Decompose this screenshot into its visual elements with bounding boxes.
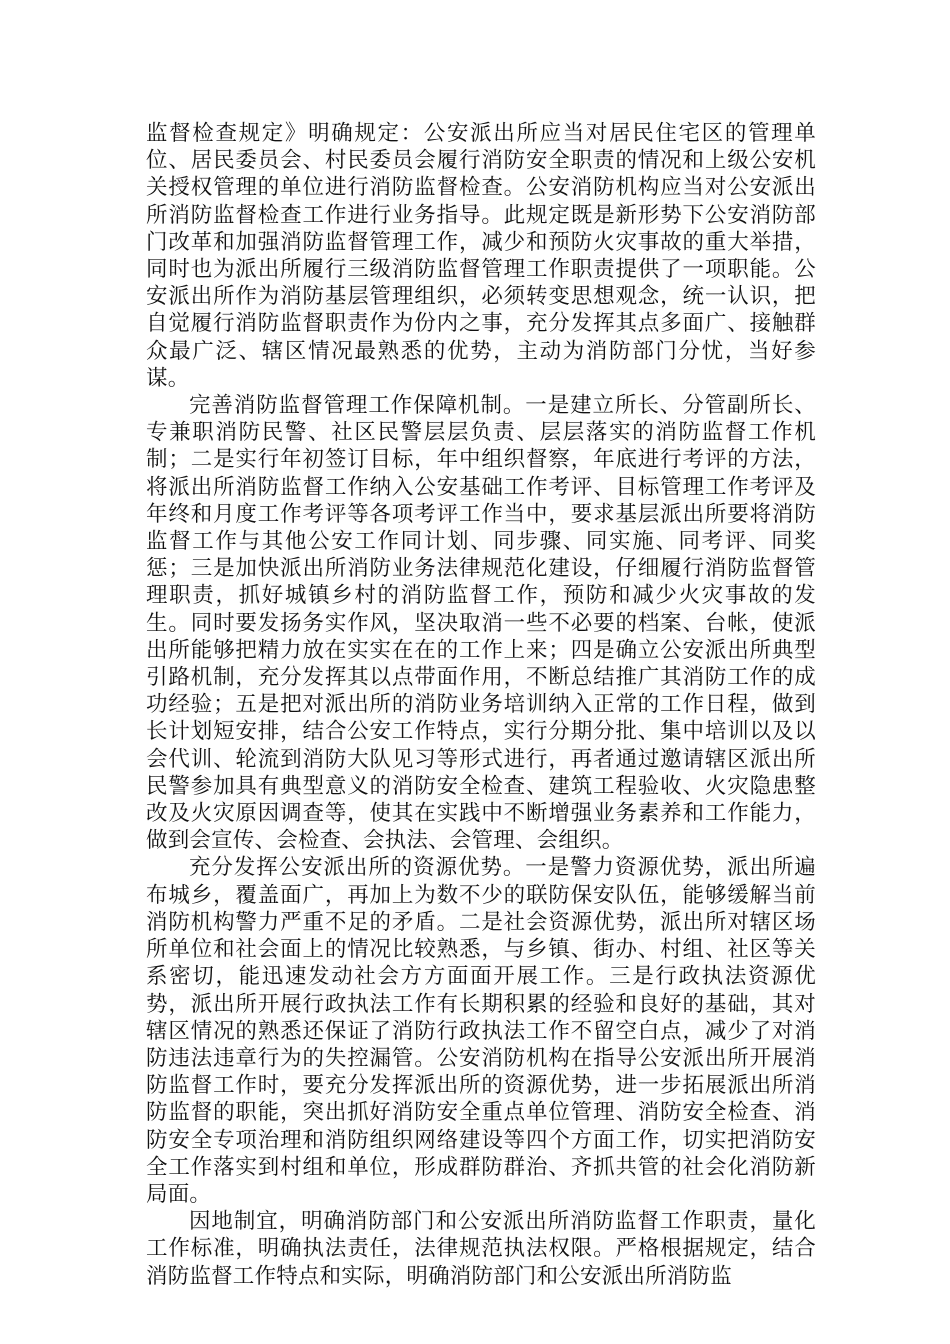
paragraph-2: 完善消防监督管理工作保障机制。一是建立所长、分管副所长、专兼职消防民警、社区民警层层负责、层层落实的消防监督工作机制；二是实行年初签订目标，年中组织督察，年底进行考评的方法，将派出所消防监督工作纳入公安基础工作考评、目标管理工作考评及年终和月度工作考评等各项考评工作当中，要求基层派出所要将消防监督工作与其他公安工作同计划、同步骤、同实施、同考评、同奖惩；三是加快派出所消防业务法律规范化建设，仔细履行消防监督管理职责，抓好城镇乡村的消防监督工作，预防和减少火灾事故的发生。同时要发扬务实作风，坚决取消一些不必要的档案、台帐，使派出所能够把精力放在实实在在的工作上来；四是确立公安派出所典型引路机制，充分发挥其以点带面作用，不断总结推广其消防工作的成功经验；五是把对派出所的消防业务培训纳入正常的工作日程，做到长计划短安排，结合公安工作特点，实行分期分批、集中培训以及以会代训、轮流到消防大队见习等形式进行，再者通过邀请辖区派出所民警参加具有典型意义的消防安全检查、建筑工程验收、火灾隐患整改及火灾原因调查等，使其在实践中不断增强业务素养和工作能力，做到会宣传、会检查、会执法、会管理、会组织。 <box>146 393 816 854</box>
document-body <box>146 120 816 1290</box>
paragraph-4: 因地制宜，明确消防部门和公安派出所消防监督工作职责，量化工作标准，明确执法责任，法律规范执法权限。严格根据规定，结合消防监督工作特点和实际，明确消防部门和公安派出所消防监 <box>146 1209 816 1289</box>
paragraph-3: 充分发挥公安派出所的资源优势。一是警力资源优势，派出所遍布城乡，覆盖面广，再加上为数不少的联防保安队伍，能够缓解当前消防机构警力严重不足的矛盾。二是社会资源优势，派出所对辖区场所单位和社会面上的情况比较熟悉，与乡镇、街办、村组、社区等关系密切，能迅速发动社会方方面面开展工作。三是行政执法资源优势，派出所开展行政执法工作有长期积累的经验和良好的基础，其对辖区情况的熟悉还保证了消防行政执法工作不留空白点，减少了对消防违法违章行为的失控漏管。公安消防机构在指导公安派出所开展消防监督工作时，要充分发挥派出所的资源优势，进一步拓展派出所消防监督的职能，突出抓好消防安全重点单位管理、消防安全检查、消防安全专项治理和消防组织网络建设等四个方面工作，切实把消防安全工作落实到村组和单位，形成群防群治、齐抓共管的社会化消防新局面。 <box>146 855 816 1207</box>
paragraph-1: 监督检查规定》明确规定：公安派出所应当对居民住宅区的管理单位、居民委员会、村民委员会履行消防安全职责的情况和上级公安机关授权管理的单位进行消防监督检查。公安消防机构应当对公安派出所消防监督检查工作进行业务指导。此规定既是新形势下公安消防部门改革和加强消防监督管理工作，减少和预防火灾事故的重大举措，同时也为派出所履行三级消防监督管理工作职责提供了一项职能。公安派出所作为消防基层管理组织，必须转变思想观念，统一认识，把自觉履行消防监督职责作为份内之事，充分发挥其点多面广、接触群众最广泛、辖区情况最熟悉的优势，主动为消防部门分忧，当好参谋。 <box>146 121 816 391</box>
